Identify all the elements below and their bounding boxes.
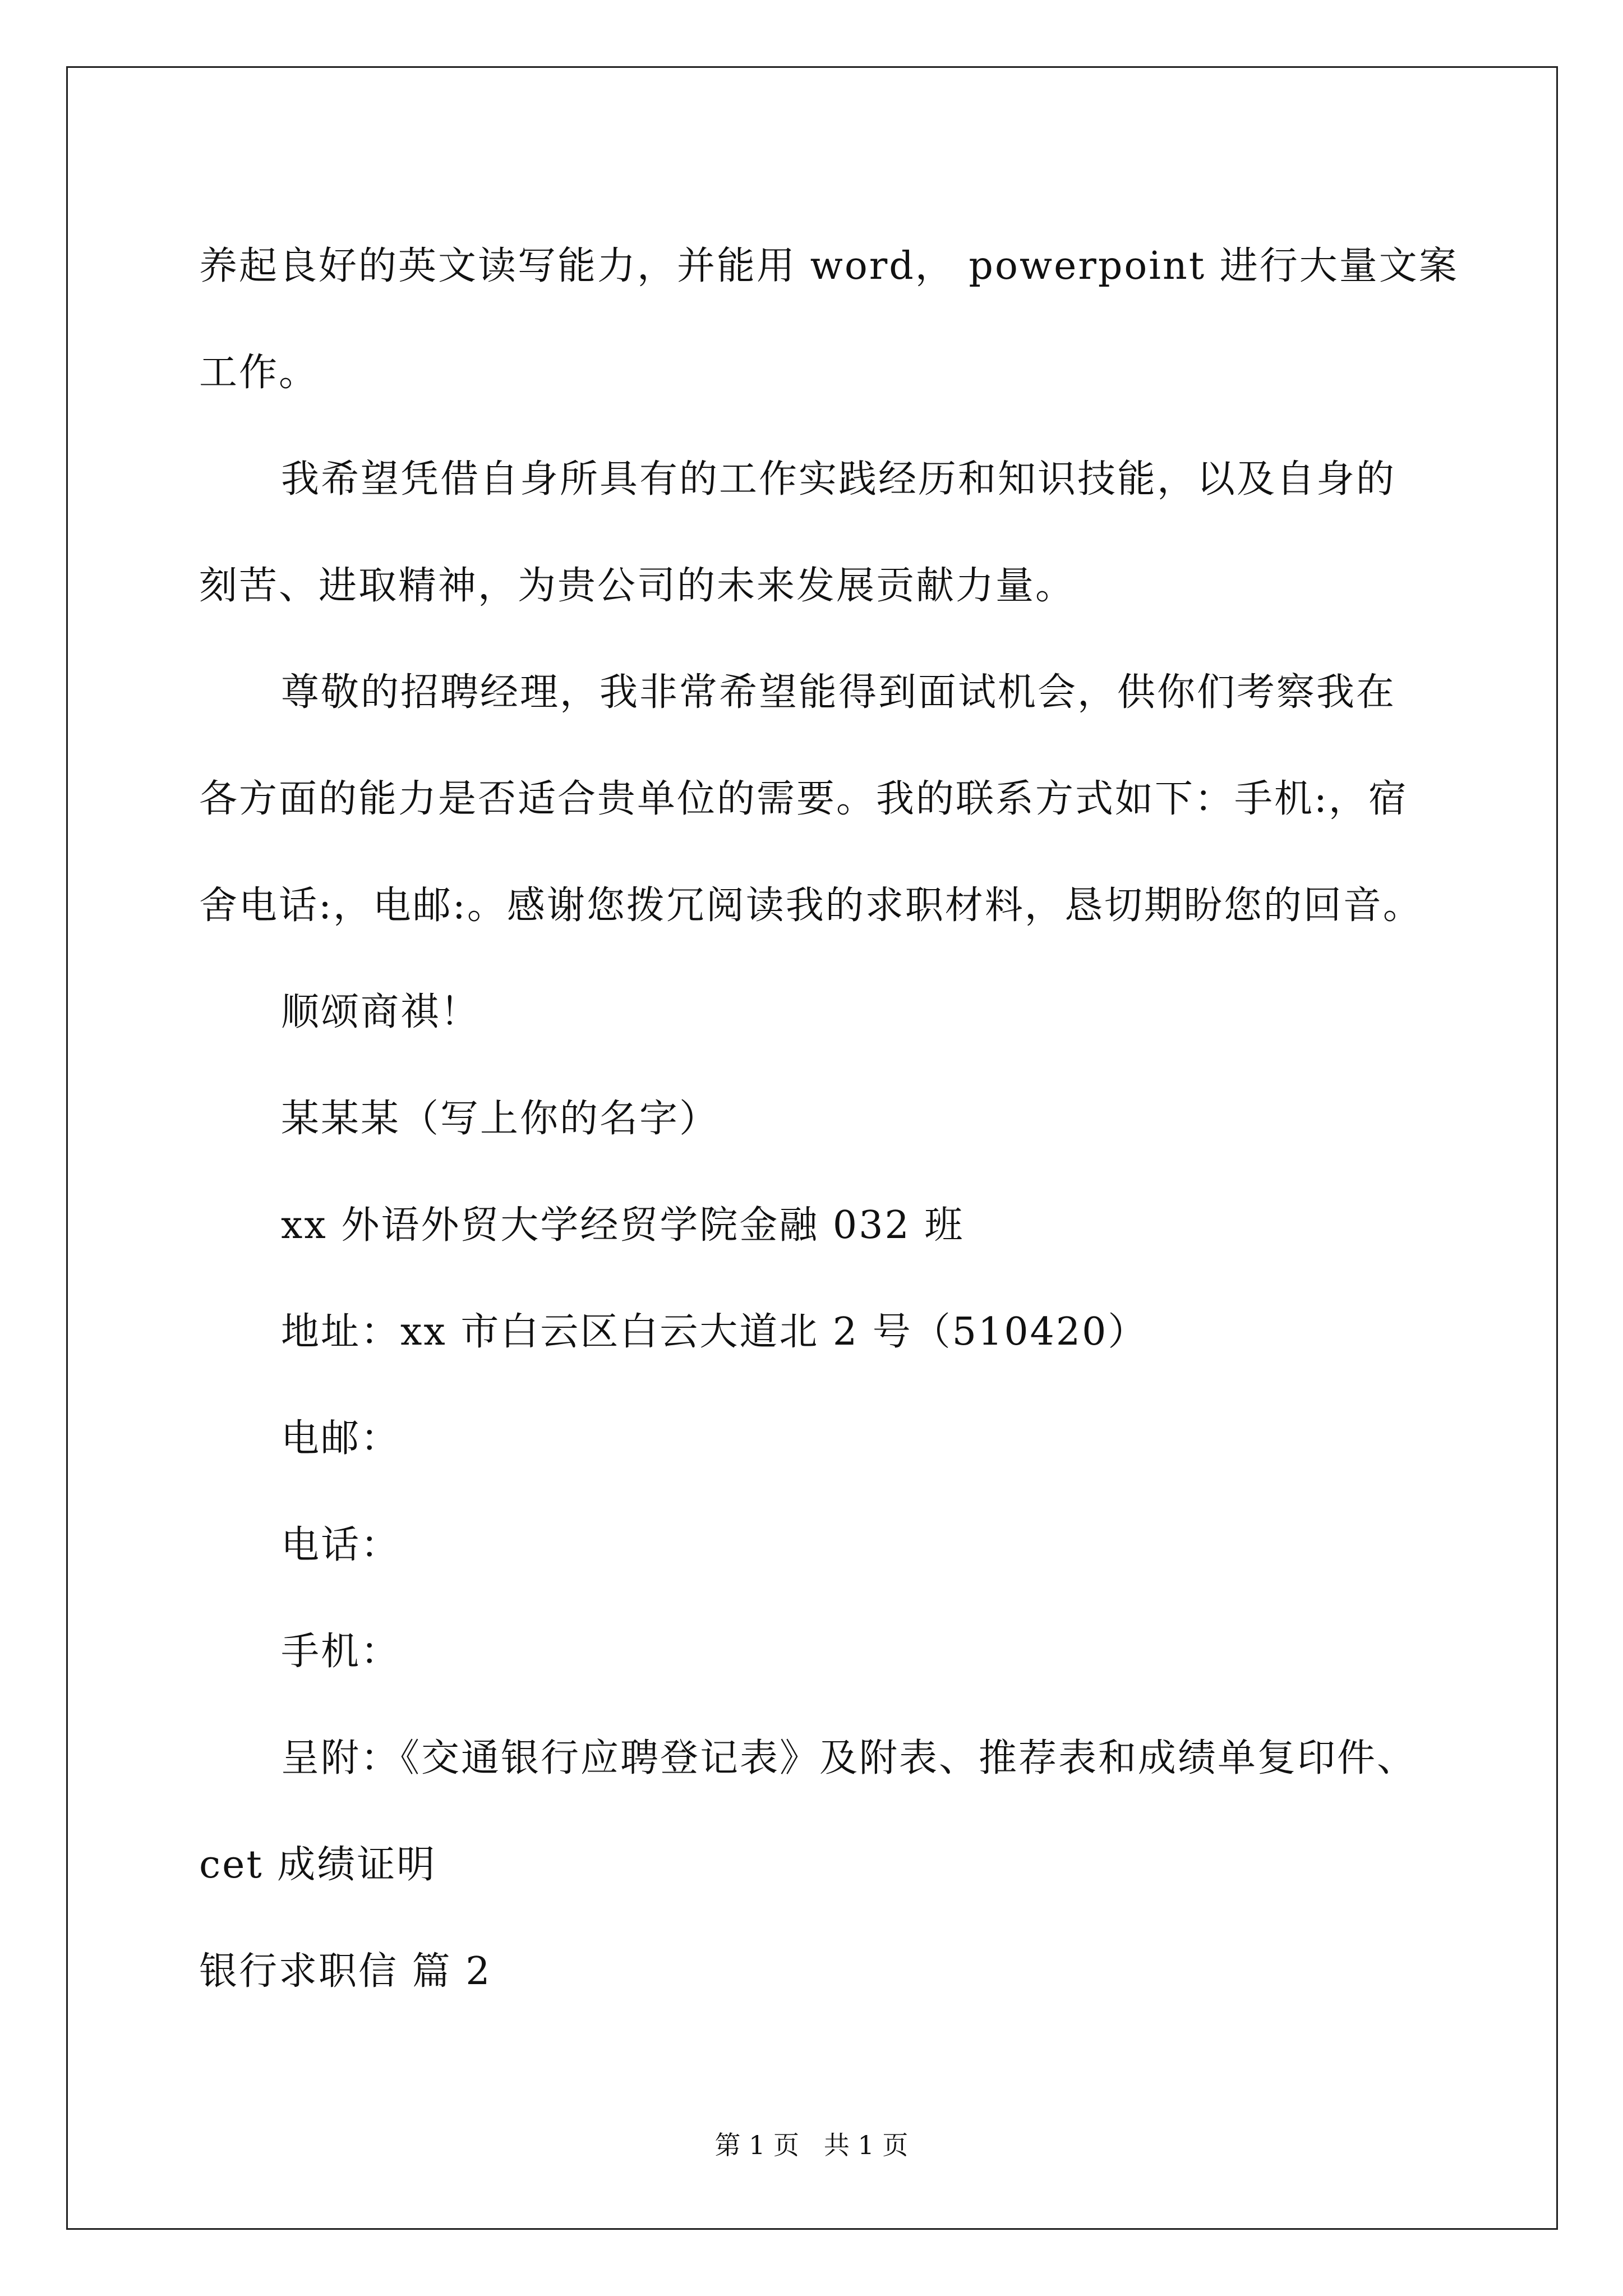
document-body <box>199 213 1459 2025</box>
signature-email: 电邮： <box>281 1416 401 1461</box>
paragraph-line: 工作。 <box>199 351 319 395</box>
paragraph-line: 各方面的能力是否适合贵单位的需要。我的联系方式如下：手机:，宿 <box>199 777 1408 821</box>
attachment-line: 呈附：《交通银行应聘登记表》及附表、推荐表和成绩单复印件、 <box>281 1736 1417 1780</box>
signature-phone: 电话： <box>281 1523 401 1567</box>
closing-line: 顺颂商祺！ <box>281 990 481 1034</box>
signature-mobile: 手机： <box>281 1630 401 1674</box>
paragraph-line: 养起良好的英文读写能力，并能用 word， powerpoint 进行大量文案 <box>199 244 1459 288</box>
page-number: 第 1 页 共 1 页 <box>714 2130 909 2160</box>
paragraph-line: 舍电话:，电邮:。感谢您拨冗阅读我的求职材料，恳切期盼您的回音。 <box>199 884 1423 928</box>
paragraph-line: 我希望凭借自身所具有的工作实践经历和知识技能，以及自身的 <box>281 457 1396 501</box>
signature-school: xx 外语外贸大学经贸学院金融 032 班 <box>281 1203 965 1248</box>
paragraph-line: 刻苦、进取精神，为贵公司的未来发展贡献力量。 <box>199 564 1076 608</box>
attachment-line: cet 成绩证明 <box>199 1843 437 1887</box>
signature-name: 某某某（写上你的名字） <box>281 1097 720 1141</box>
signature-address: 地址：xx 市白云区白云大道北 2 号（510420） <box>281 1310 1148 1354</box>
paragraph-line: 尊敬的招聘经理，我非常希望能得到面试机会，供你们考察我在 <box>281 670 1396 715</box>
section-heading: 银行求职信 篇 2 <box>199 1949 492 1994</box>
